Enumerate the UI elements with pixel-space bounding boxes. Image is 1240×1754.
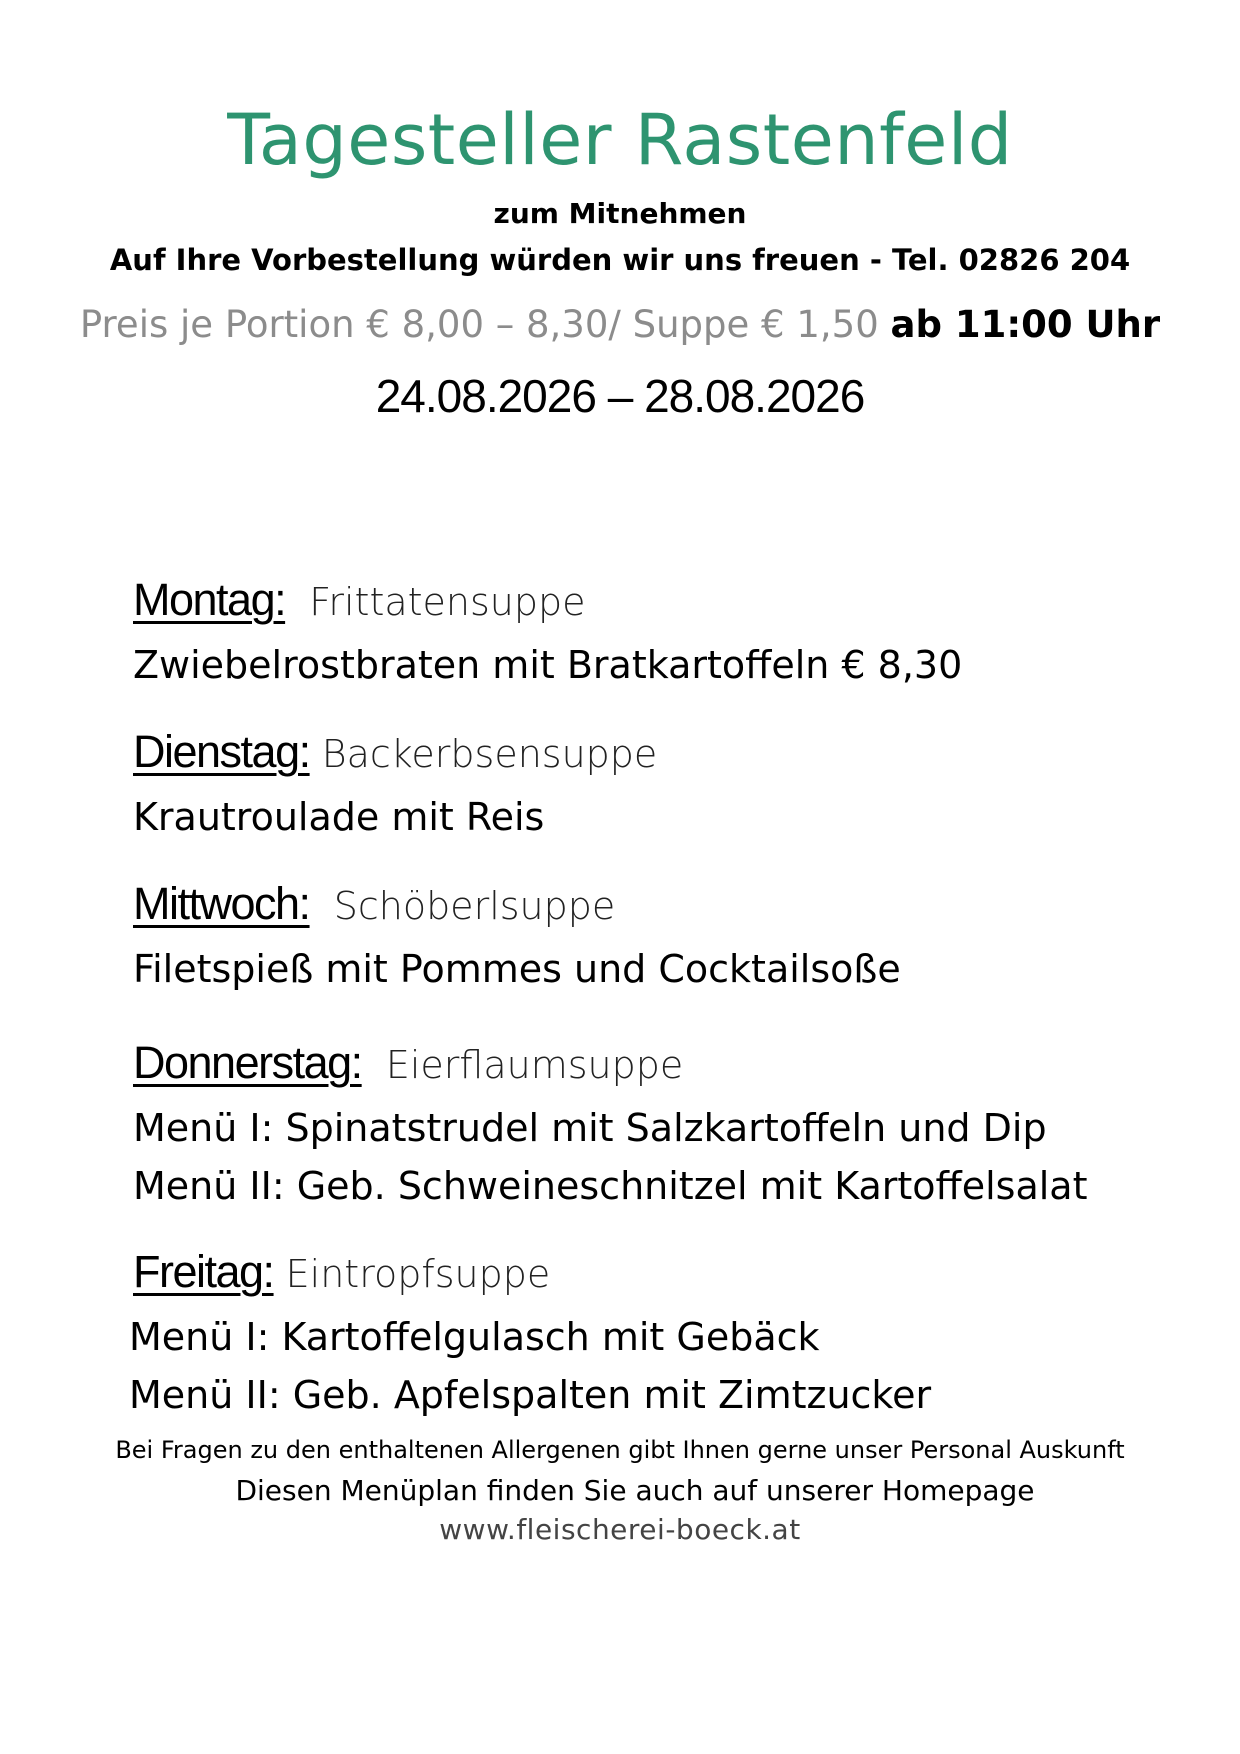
soup-name: Backerbsensuppe [321,732,658,776]
day-label: Montag: [133,574,286,625]
dish-thursday-menu-1: Menü I: Spinatstrudel mit Salzkartoffeln und Dip [133,1106,1047,1150]
opening-time: ab 11:00 Uhr [890,303,1161,346]
date-range: 24.08.2026 – 28.08.2026 [375,370,865,422]
dish-wednesday: Filetspieß mit Pommes und Cocktailsoße [133,947,901,991]
soup-name: Frittatensuppe [309,580,586,624]
page-title: Tagesteller Rastenfeld [227,99,1013,181]
day-heading-friday [133,1247,550,1299]
dish-friday-menu-1: Menü I: Kartoffelgulasch mit Gebäck [129,1315,820,1359]
day-heading-monday [133,575,586,627]
subtitle: zum Mitnehmen [493,197,747,230]
price-text: Preis je Portion € 8,00 – 8,30/ Suppe € 1,50 [79,303,891,346]
day-label: Donnerstag: [133,1037,362,1088]
dish-monday: Zwiebelrostbraten mit Bratkartoffeln € 8,30 [133,643,963,687]
soup-name: Eierflaumsuppe [385,1043,684,1087]
website-url: www.fleischerei-boeck.at [439,1513,801,1546]
day-heading-thursday [133,1038,683,1090]
preorder-phone-line: Auf Ihre Vorbestellung würden wir uns freuen - Tel. 02826 204 [109,243,1131,277]
allergen-note: Bei Fragen zu den enthaltenen Allergenen gibt Ihnen gerne unser Personal Auskunft [115,1436,1125,1464]
day-label: Mittwoch: [133,878,310,929]
dish-tuesday: Krautroulade mit Reis [133,795,545,839]
price-line [0,300,1240,350]
dish-thursday-menu-2: Menü II: Geb. Schweineschnitzel mit Kartoffelsalat [133,1164,1088,1208]
homepage-note: Diesen Menüplan finden Sie auch auf unserer Homepage [235,1474,1035,1507]
soup-name: Eintropfsuppe [285,1252,551,1296]
dish-friday-menu-2: Menü II: Geb. Apfelspalten mit Zimtzucker [129,1373,932,1417]
day-label: Freitag: [133,1246,274,1297]
day-label: Dienstag: [133,726,310,777]
day-heading-wednesday [133,879,615,931]
day-heading-tuesday [133,727,657,779]
soup-name: Schöberlsuppe [333,884,616,928]
